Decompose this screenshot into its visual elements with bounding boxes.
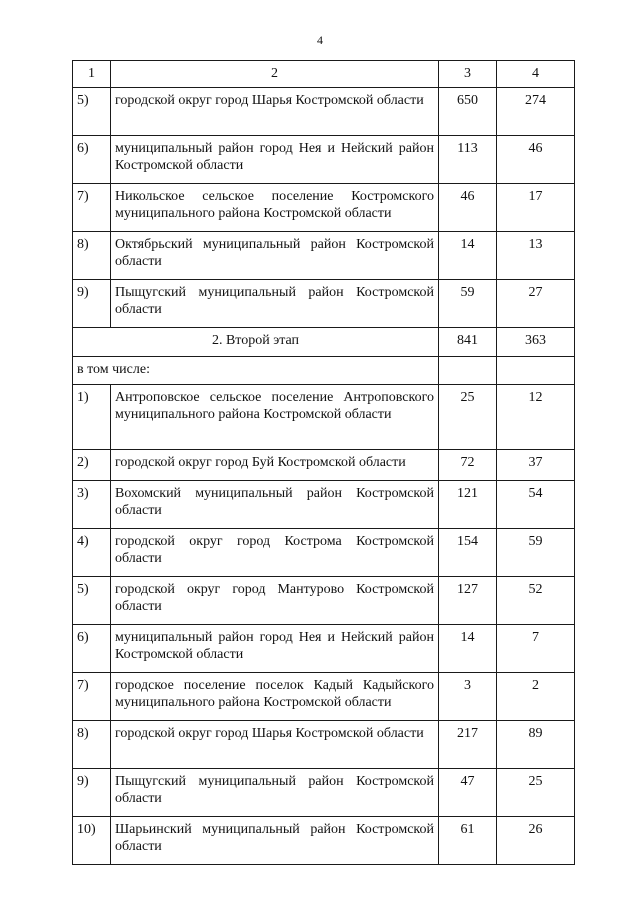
row-index: 6)	[73, 136, 111, 184]
table-row	[73, 232, 575, 280]
stage-label: 2. Второй этап	[73, 328, 439, 357]
row-value-col4: 25	[497, 769, 575, 817]
row-value-col4: 12	[497, 385, 575, 450]
row-value-col4: 37	[497, 450, 575, 481]
row-value-col3: 61	[439, 817, 497, 865]
row-value-col4: 46	[497, 136, 575, 184]
row-value-col4: 2	[497, 673, 575, 721]
row-value-col3: 14	[439, 625, 497, 673]
row-index: 9)	[73, 280, 111, 328]
row-municipality: Пыщугский муниципальный район Костромской области	[111, 769, 439, 817]
row-value-col3: 3	[439, 673, 497, 721]
table-row	[73, 481, 575, 529]
row-value-col4: 54	[497, 481, 575, 529]
row-value-col3: 47	[439, 769, 497, 817]
table-row	[73, 184, 575, 232]
column-header: 3	[439, 61, 497, 88]
row-value-col3: 25	[439, 385, 497, 450]
row-value-col4: 13	[497, 232, 575, 280]
row-value-col4: 52	[497, 577, 575, 625]
row-value-col4: 59	[497, 529, 575, 577]
row-value-col3: 217	[439, 721, 497, 769]
row-value-col4: 274	[497, 88, 575, 136]
row-municipality: городской округ город Буй Костромской области	[111, 450, 439, 481]
column-header: 4	[497, 61, 575, 88]
row-value-col3: 650	[439, 88, 497, 136]
row-value-col4: 89	[497, 721, 575, 769]
row-municipality: Пыщугский муниципальный район Костромской области	[111, 280, 439, 328]
including-label: в том числе:	[73, 357, 439, 385]
page-number: 4	[317, 33, 323, 47]
row-index: 7)	[73, 184, 111, 232]
stage-row	[73, 328, 575, 357]
row-index: 7)	[73, 673, 111, 721]
row-municipality: муниципальный район город Нея и Нейский район Костромской области	[111, 625, 439, 673]
row-municipality: Вохомский муниципальный район Костромской области	[111, 481, 439, 529]
table-row	[73, 817, 575, 865]
row-value-col3: 121	[439, 481, 497, 529]
row-value-col3: 59	[439, 280, 497, 328]
table-row	[73, 385, 575, 450]
row-municipality: Никольское сельское поселение Костромского муниципального района Костромской области	[111, 184, 439, 232]
including-row	[73, 357, 575, 385]
row-index: 8)	[73, 232, 111, 280]
table-row	[73, 673, 575, 721]
row-index: 8)	[73, 721, 111, 769]
row-municipality: городской округ город Мантурово Костромской области	[111, 577, 439, 625]
row-municipality: Шарьинский муниципальный район Костромской области	[111, 817, 439, 865]
table-header-row	[73, 61, 575, 88]
row-municipality: городской округ город Кострома Костромской области	[111, 529, 439, 577]
row-municipality: городской округ город Шарья Костромской области	[111, 721, 439, 769]
table-row	[73, 529, 575, 577]
row-value-col4: 7	[497, 625, 575, 673]
table-row	[73, 625, 575, 673]
row-value-col4: 27	[497, 280, 575, 328]
row-value-col3: 14	[439, 232, 497, 280]
row-value-col3: 127	[439, 577, 497, 625]
row-index: 2)	[73, 450, 111, 481]
row-municipality: Октябрьский муниципальный район Костромской области	[111, 232, 439, 280]
row-index: 1)	[73, 385, 111, 450]
row-value-col3: 154	[439, 529, 497, 577]
table-row	[73, 769, 575, 817]
table-row	[73, 136, 575, 184]
stage-total-col3: 841	[439, 328, 497, 357]
empty-cell	[497, 357, 575, 385]
column-header: 1	[73, 61, 111, 88]
allocation-table	[72, 60, 575, 865]
table-row	[73, 450, 575, 481]
table-row	[73, 280, 575, 328]
table-row	[73, 88, 575, 136]
row-index: 9)	[73, 769, 111, 817]
row-index: 5)	[73, 577, 111, 625]
empty-cell	[439, 357, 497, 385]
row-index: 3)	[73, 481, 111, 529]
row-value-col3: 113	[439, 136, 497, 184]
row-index: 6)	[73, 625, 111, 673]
row-municipality: муниципальный район город Нея и Нейский район Костромской области	[111, 136, 439, 184]
row-index: 4)	[73, 529, 111, 577]
stage-total-col4: 363	[497, 328, 575, 357]
row-value-col3: 72	[439, 450, 497, 481]
column-header: 2	[111, 61, 439, 88]
row-index: 5)	[73, 88, 111, 136]
row-index: 10)	[73, 817, 111, 865]
row-value-col4: 17	[497, 184, 575, 232]
row-municipality: городской округ город Шарья Костромской области	[111, 88, 439, 136]
table-row	[73, 721, 575, 769]
row-value-col4: 26	[497, 817, 575, 865]
row-value-col3: 46	[439, 184, 497, 232]
table-row	[73, 577, 575, 625]
row-municipality: городское поселение поселок Кадый Кадыйского муниципального района Костромской области	[111, 673, 439, 721]
row-municipality: Антроповское сельское поселение Антроповского муниципального района Костромской области	[111, 385, 439, 450]
